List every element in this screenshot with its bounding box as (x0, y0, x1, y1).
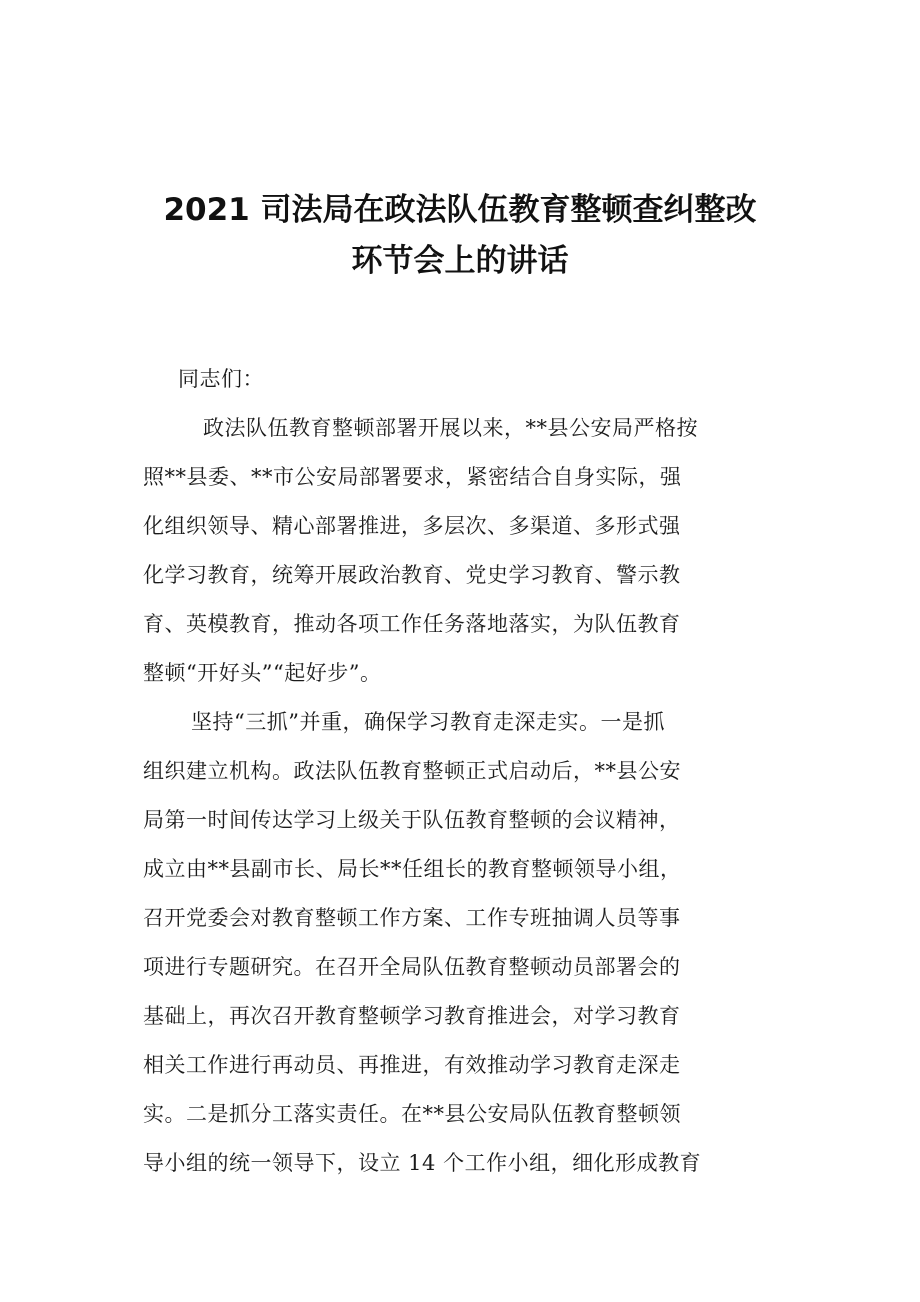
paragraph-2-line: 导小组的统一领导下，设立 14 个工作小组，细化形成教育 (143, 1151, 702, 1175)
paragraph-1-line: 育、英模教育，推动各项工作任务落地落实，为队伍教育 (143, 612, 681, 636)
paragraph-1-line: 化组织领导、精心部署推进，多层次、多渠道、多形式强 (143, 514, 681, 538)
paragraph-2-line: 相关工作进行再动员、再推进，有效推动学习教育走深走 (143, 1053, 681, 1077)
paragraph-2-line: 局第一时间传达学习上级关于队伍教育整顿的会议精神， (143, 808, 681, 832)
paragraph-2-line: 坚持“三抓”并重，确保学习教育走深走实。一是抓 (191, 710, 665, 734)
paragraph-2-line: 组织建立机构。政法队伍教育整顿正式启动后，**县公安 (143, 759, 681, 783)
paragraph-2 (143, 698, 783, 1188)
document-title (120, 185, 800, 287)
paragraph-1-line: 整顿“开好头”“起好步”。 (143, 661, 382, 685)
paragraph-2-line: 项进行专题研究。在召开全局队伍教育整顿动员部署会的 (143, 955, 681, 979)
title-line-2: 环节会上的讲话 (351, 243, 569, 279)
paragraph-2-line: 召开党委会对教育整顿工作方案、工作专班抽调人员等事 (143, 906, 681, 930)
document-body (143, 355, 783, 1188)
paragraph-2-line: 成立由**县副市长、局长**任组长的教育整顿领导小组， (143, 857, 682, 881)
paragraph-2-line: 基础上，再次召开教育整顿学习教育推进会，对学习教育 (143, 1004, 681, 1028)
paragraph-1 (143, 404, 783, 698)
paragraph-1-line: 化学习教育，统筹开展政治教育、党史学习教育、警示教 (143, 563, 681, 587)
title-line-1: 2021 司法局在政法队伍教育整顿查纠整改 (163, 192, 757, 228)
paragraph-2-line: 实。二是抓分工落实责任。在**县公安局队伍教育整顿领 (143, 1102, 681, 1126)
paragraph-1-line: 政法队伍教育整顿部署开展以来，**县公安局严格按 (203, 416, 698, 440)
paragraph-1-line: 照**县委、**市公安局部署要求，紧密结合自身实际，强 (143, 465, 682, 489)
salutation: 同志们： (178, 367, 264, 391)
